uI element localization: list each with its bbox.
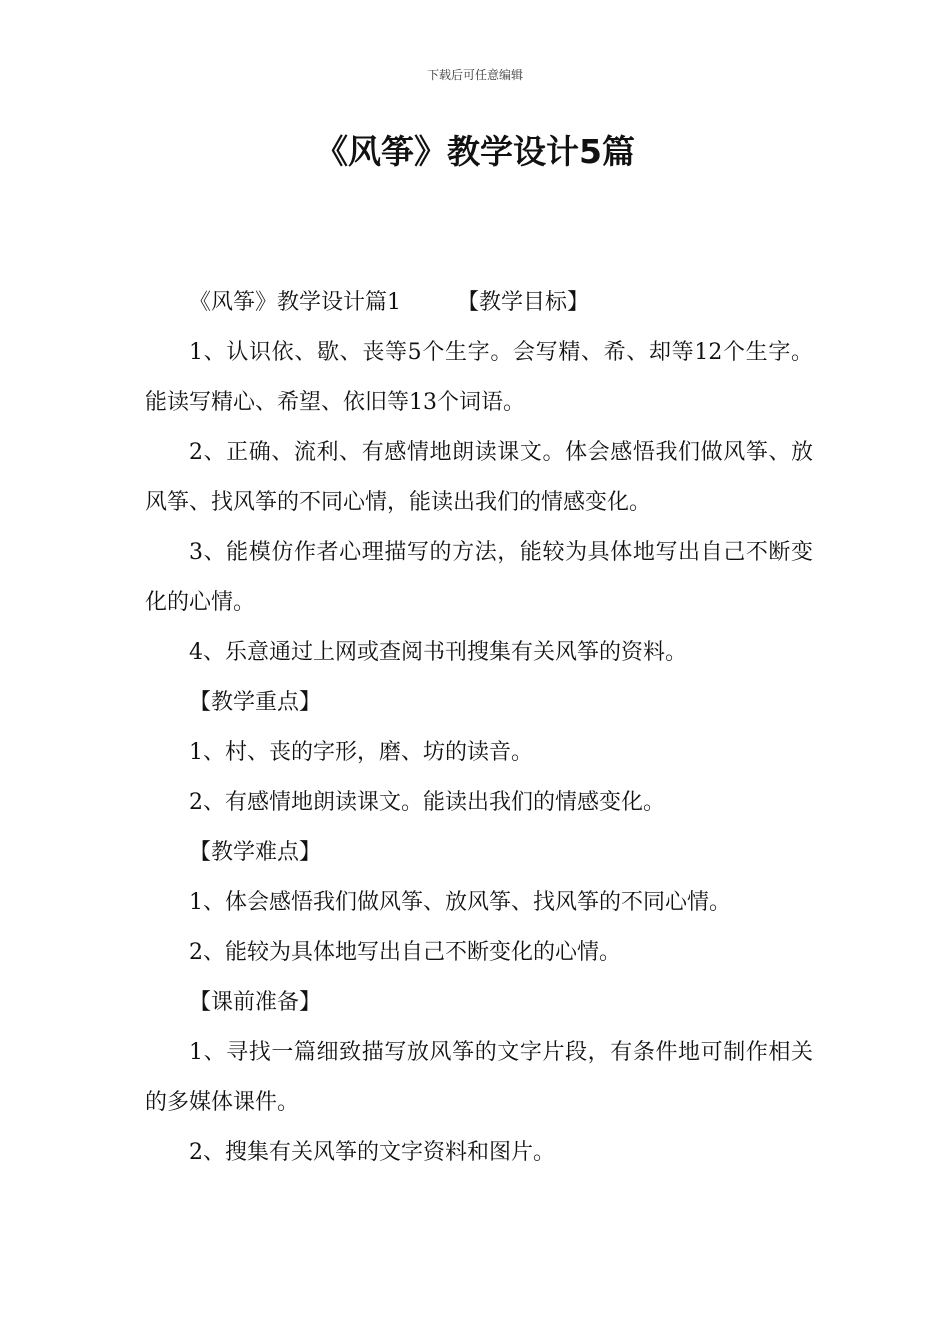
document-title: 《风筝》教学设计5篇: [315, 132, 635, 171]
difficulty-item-2: 2、能较为具体地写出自己不断变化的心情。: [189, 940, 621, 965]
key-point-item-1: 1、村、丧的字形，磨、坊的读音。: [189, 740, 533, 765]
objectives-heading: 【教学目标】: [457, 290, 590, 315]
difficulties-heading: 【教学难点】: [189, 840, 322, 865]
preparation-item-1: 1、寻找一篇细致描写放风筝的文字片段，有条件地可制作相关的多媒体课件。: [145, 1040, 813, 1115]
key-points-heading: 【教学重点】: [189, 690, 322, 715]
objective-item-3: 3、能模仿作者心理描写的方法，能较为具体地写出自己不断变化的心情。: [145, 540, 813, 615]
header-note: 下载后可任意编辑: [426, 68, 523, 82]
section-title: 《风筝》教学设计篇1: [189, 290, 401, 315]
difficulty-item-1: 1、体会感悟我们做风筝、放风筝、找风筝的不同心情。: [189, 890, 731, 915]
section-heading-line: [145, 278, 813, 328]
objective-item-4: 4、乐意通过上网或查阅书刊搜集有关风筝的资料。: [189, 640, 687, 665]
key-point-item-2: 2、有感情地朗读课文。能读出我们的情感变化。: [189, 790, 665, 815]
preparation-heading: 【课前准备】: [189, 990, 322, 1015]
objective-item-1: 1、认识依、歇、丧等5个生字。会写精、希、却等12个生字。能读写精心、希望、依旧等13个词语。: [145, 340, 813, 415]
preparation-item-2: 2、搜集有关风筝的文字资料和图片。: [189, 1140, 555, 1165]
objective-item-2: 2、正确、流利、有感情地朗读课文。体会感悟我们做风筝、放风筝、找风筝的不同心情，能读出我们的情感变化。: [145, 440, 813, 515]
document-body: [145, 278, 813, 1178]
